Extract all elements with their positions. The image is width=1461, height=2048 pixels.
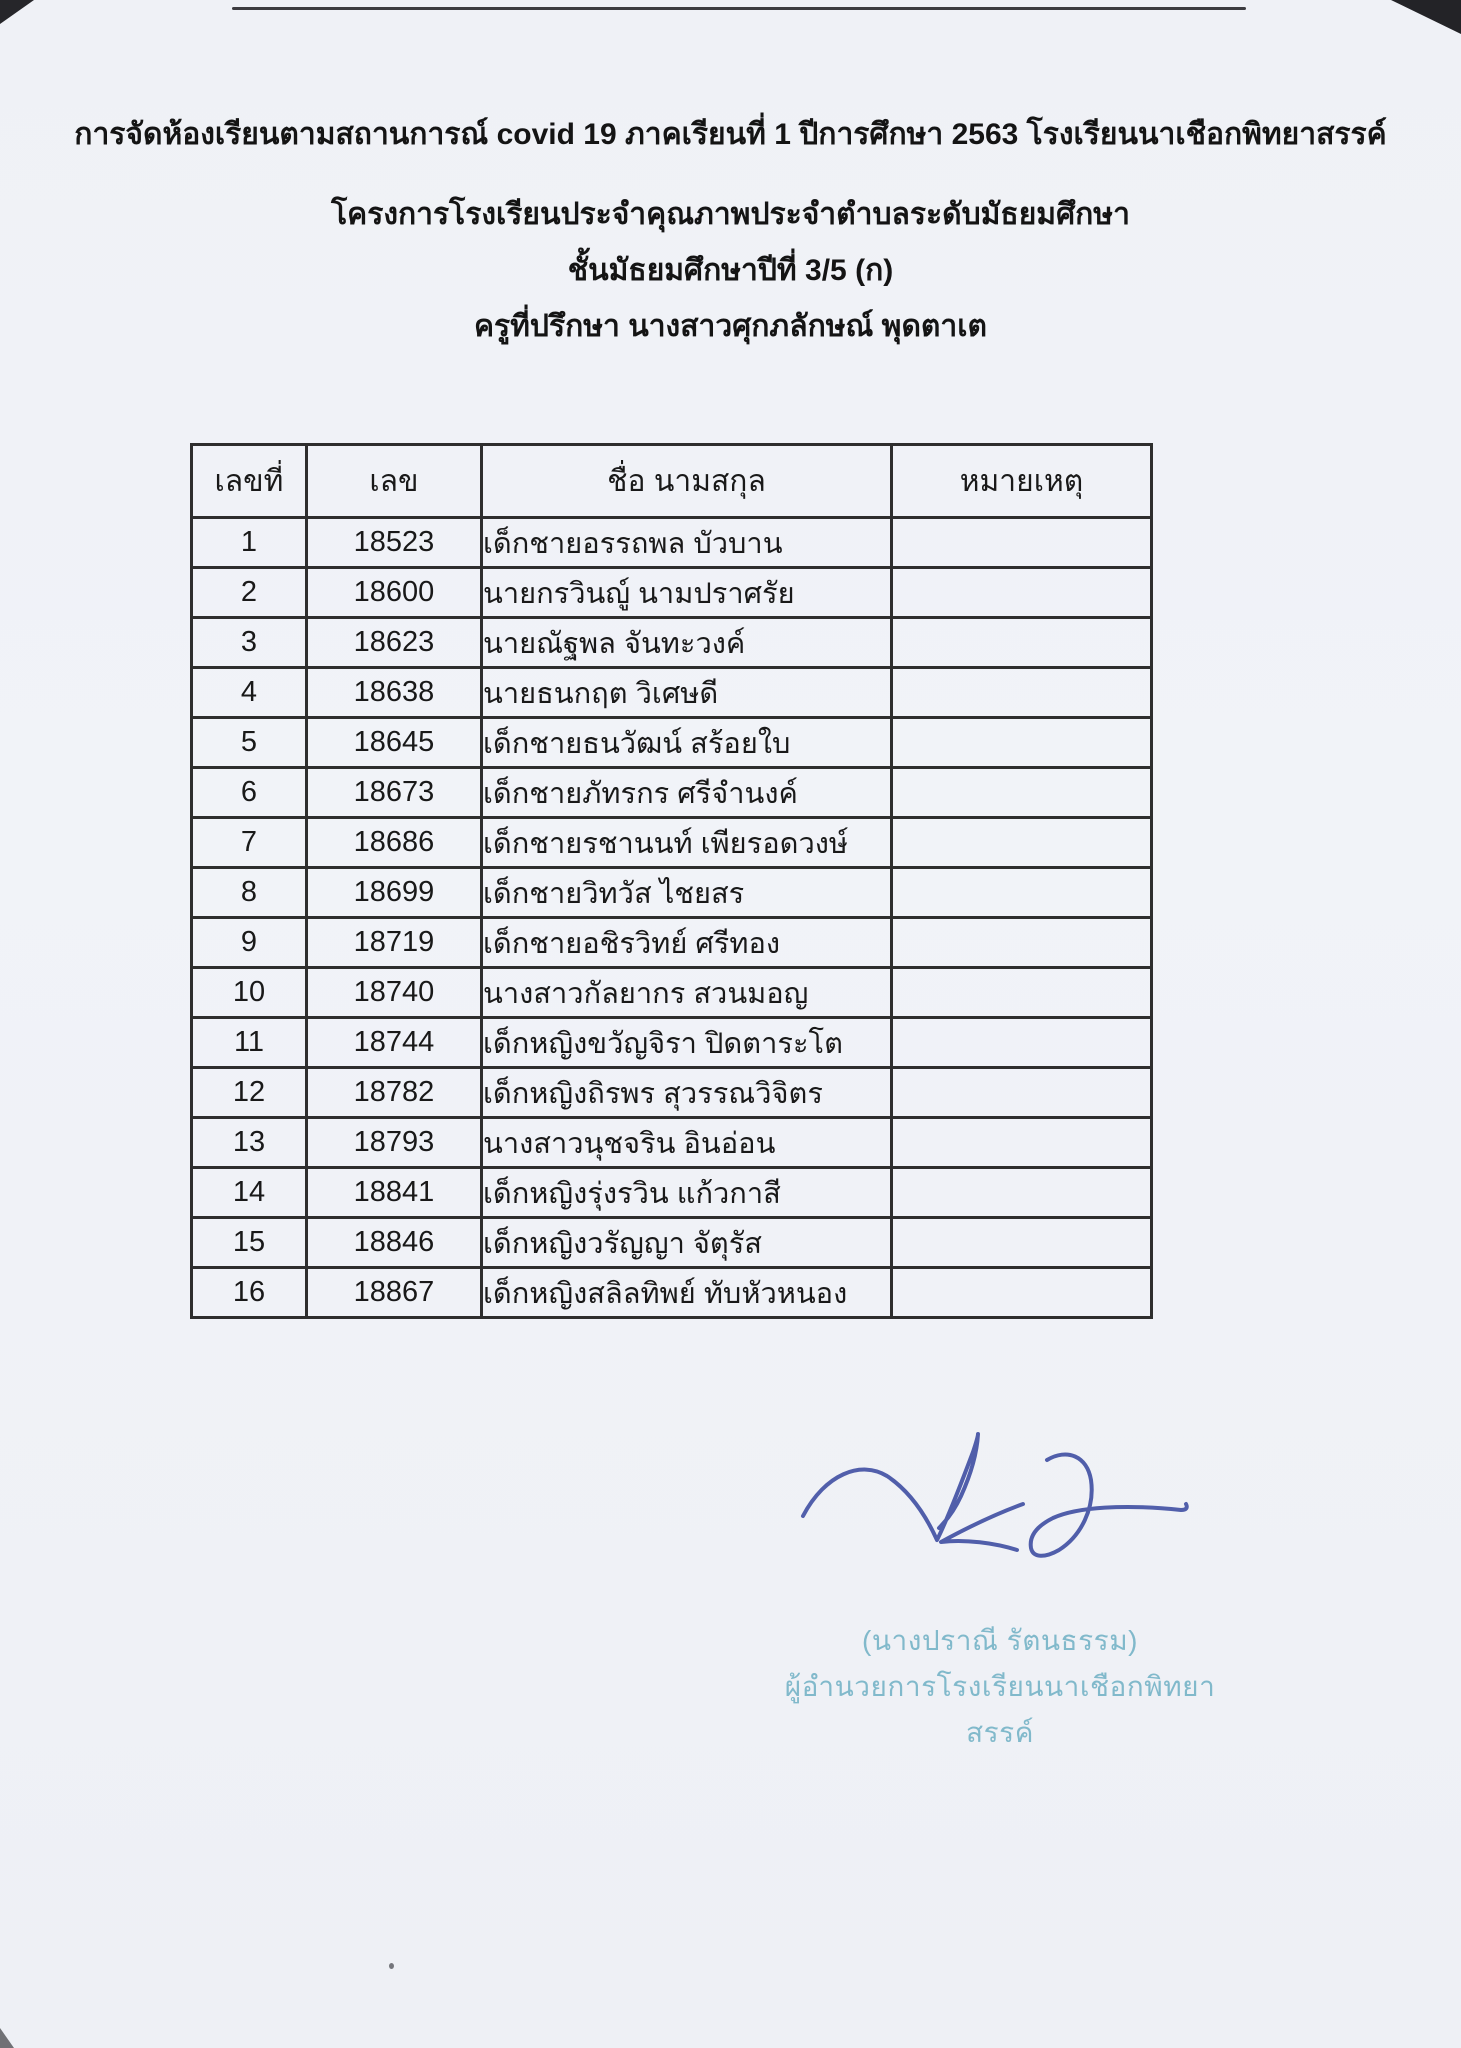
cell-row-number: 6 [192,768,307,818]
cell-remark [892,818,1152,868]
table-row [192,818,1152,868]
signature-stroke-check [803,1434,978,1540]
cell-student-id: 18699 [307,868,482,918]
cell-remark [892,618,1152,668]
cell-student-id: 18740 [307,968,482,1018]
director-name: (นางปราณี รัตนธรรม) [862,1625,1138,1656]
cell-remark [892,1068,1152,1118]
cell-student-name: นายธนกฤต วิเศษดี [482,668,892,718]
advisor-line: ครูที่ปรึกษา นางสาวศุกภลักษณ์ พุดตาเต [473,310,988,343]
cell-student-id: 18523 [307,518,482,568]
scan-artifact-top-line [232,7,1246,10]
cell-row-number: 2 [192,568,307,618]
project-subtitle: โครงการโรงเรียนประจำคุณภาพประจำตำบลระดับมัธยมศึกษา [331,198,1130,231]
signature-stroke-loop-tail [1031,1454,1187,1555]
document-header [0,112,1461,350]
cell-row-number: 13 [192,1118,307,1168]
table-row [192,1068,1152,1118]
cell-remark [892,868,1152,918]
cell-student-id: 18686 [307,818,482,868]
document-title: การจัดห้องเรียนตามสถานการณ์ covid 19 ภาคเรียนที่ 1 ปีการศึกษา 2563 โรงเรียนนาเชือกพิทยาสรรค์ [74,118,1387,151]
cell-row-number: 8 [192,868,307,918]
table-row [192,1118,1152,1168]
cell-student-id: 18867 [307,1268,482,1318]
cell-student-id: 18793 [307,1118,482,1168]
scan-artifact-dot [389,1963,394,1969]
table-row [192,868,1152,918]
cell-student-name: นางสาวนุชจริน อินอ่อน [482,1118,892,1168]
cell-remark [892,718,1152,768]
cell-student-name: เด็กหญิงสลิลทิพย์ ทับหัวหนอง [482,1268,892,1318]
cell-student-id: 18600 [307,568,482,618]
table-row [192,568,1152,618]
cell-student-id: 18623 [307,618,482,668]
cell-remark [892,1168,1152,1218]
cell-student-name: เด็กหญิงขวัญจิรา ปิดตาระโต [482,1018,892,1068]
table-row [192,1018,1152,1068]
cell-student-name: นายกรวินญู์ นามปราศรัย [482,568,892,618]
cell-remark [892,518,1152,568]
cell-remark [892,1268,1152,1318]
cell-student-name: เด็กชายอรรถพล บัวบาน [482,518,892,568]
cell-remark [892,968,1152,1018]
col-header-remark: หมายเหตุ [892,445,1152,518]
cell-student-id: 18846 [307,1218,482,1268]
director-signature [785,1408,1215,1628]
table-row [192,618,1152,668]
cell-student-name: เด็กชายธนวัฒน์ สร้อยใบ [482,718,892,768]
cell-remark [892,768,1152,818]
scan-artifact-corner-bottom-left [0,2028,14,2048]
cell-row-number: 15 [192,1218,307,1268]
cell-student-id: 18744 [307,1018,482,1068]
cell-student-name: เด็กหญิงถิรพร สุวรรณวิจิตร [482,1068,892,1118]
col-header-student-id: เลข [307,445,482,518]
table-row [192,918,1152,968]
cell-remark [892,1218,1152,1268]
cell-student-id: 18719 [307,918,482,968]
scan-artifact-corner-top-left [0,0,34,24]
col-header-number: เลขที่ [192,445,307,518]
cell-student-name: เด็กชายวิทวัส ไชยสร [482,868,892,918]
cell-row-number: 4 [192,668,307,718]
cell-row-number: 3 [192,618,307,668]
table-row [192,1168,1152,1218]
cell-row-number: 11 [192,1018,307,1068]
cell-student-id: 18841 [307,1168,482,1218]
cell-student-id: 18673 [307,768,482,818]
cell-row-number: 12 [192,1068,307,1118]
director-name-stamp [760,1618,1240,1756]
cell-row-number: 1 [192,518,307,568]
cell-remark [892,1118,1152,1168]
scan-artifact-corner-top-right [1391,0,1461,34]
table-row [192,518,1152,568]
cell-student-id: 18645 [307,718,482,768]
student-roster-table [190,443,1153,1319]
cell-student-name: นางสาวกัลยากร สวนมอญ [482,968,892,1018]
table-row [192,768,1152,818]
class-level-line: ชั้นมัธยมศึกษาปีที่ 3/5 (ก) [567,254,894,287]
cell-student-name: เด็กหญิงวรัญญา จัตุรัส [482,1218,892,1268]
cell-student-name: เด็กชายภัทรกร ศรีจำนงค์ [482,768,892,818]
table-header-row [192,445,1152,518]
cell-remark [892,1018,1152,1068]
cell-student-name: เด็กชายอชิรวิทย์ ศรีทอง [482,918,892,968]
table-row [192,968,1152,1018]
cell-student-id: 18782 [307,1068,482,1118]
col-header-name: ชื่อ นามสกุล [482,445,892,518]
cell-student-name: เด็กชายรชานนท์ เพียรอดวงษ์ [482,818,892,868]
cell-row-number: 5 [192,718,307,768]
table-row [192,668,1152,718]
cell-row-number: 9 [192,918,307,968]
table-row [192,1218,1152,1268]
table-row [192,1268,1152,1318]
cell-student-id: 18638 [307,668,482,718]
cell-student-name: เด็กหญิงรุ่งรวิน แก้วกาสี [482,1168,892,1218]
cell-student-name: นายณัฐพล จันทะวงค์ [482,618,892,668]
cell-row-number: 10 [192,968,307,1018]
cell-remark [892,668,1152,718]
cell-row-number: 7 [192,818,307,868]
cell-row-number: 14 [192,1168,307,1218]
table-row [192,718,1152,768]
cell-row-number: 16 [192,1268,307,1318]
cell-remark [892,568,1152,618]
cell-remark [892,918,1152,968]
director-title: ผู้อำนวยการโรงเรียนนาเชือกพิทยาสรรค์ [784,1671,1216,1748]
